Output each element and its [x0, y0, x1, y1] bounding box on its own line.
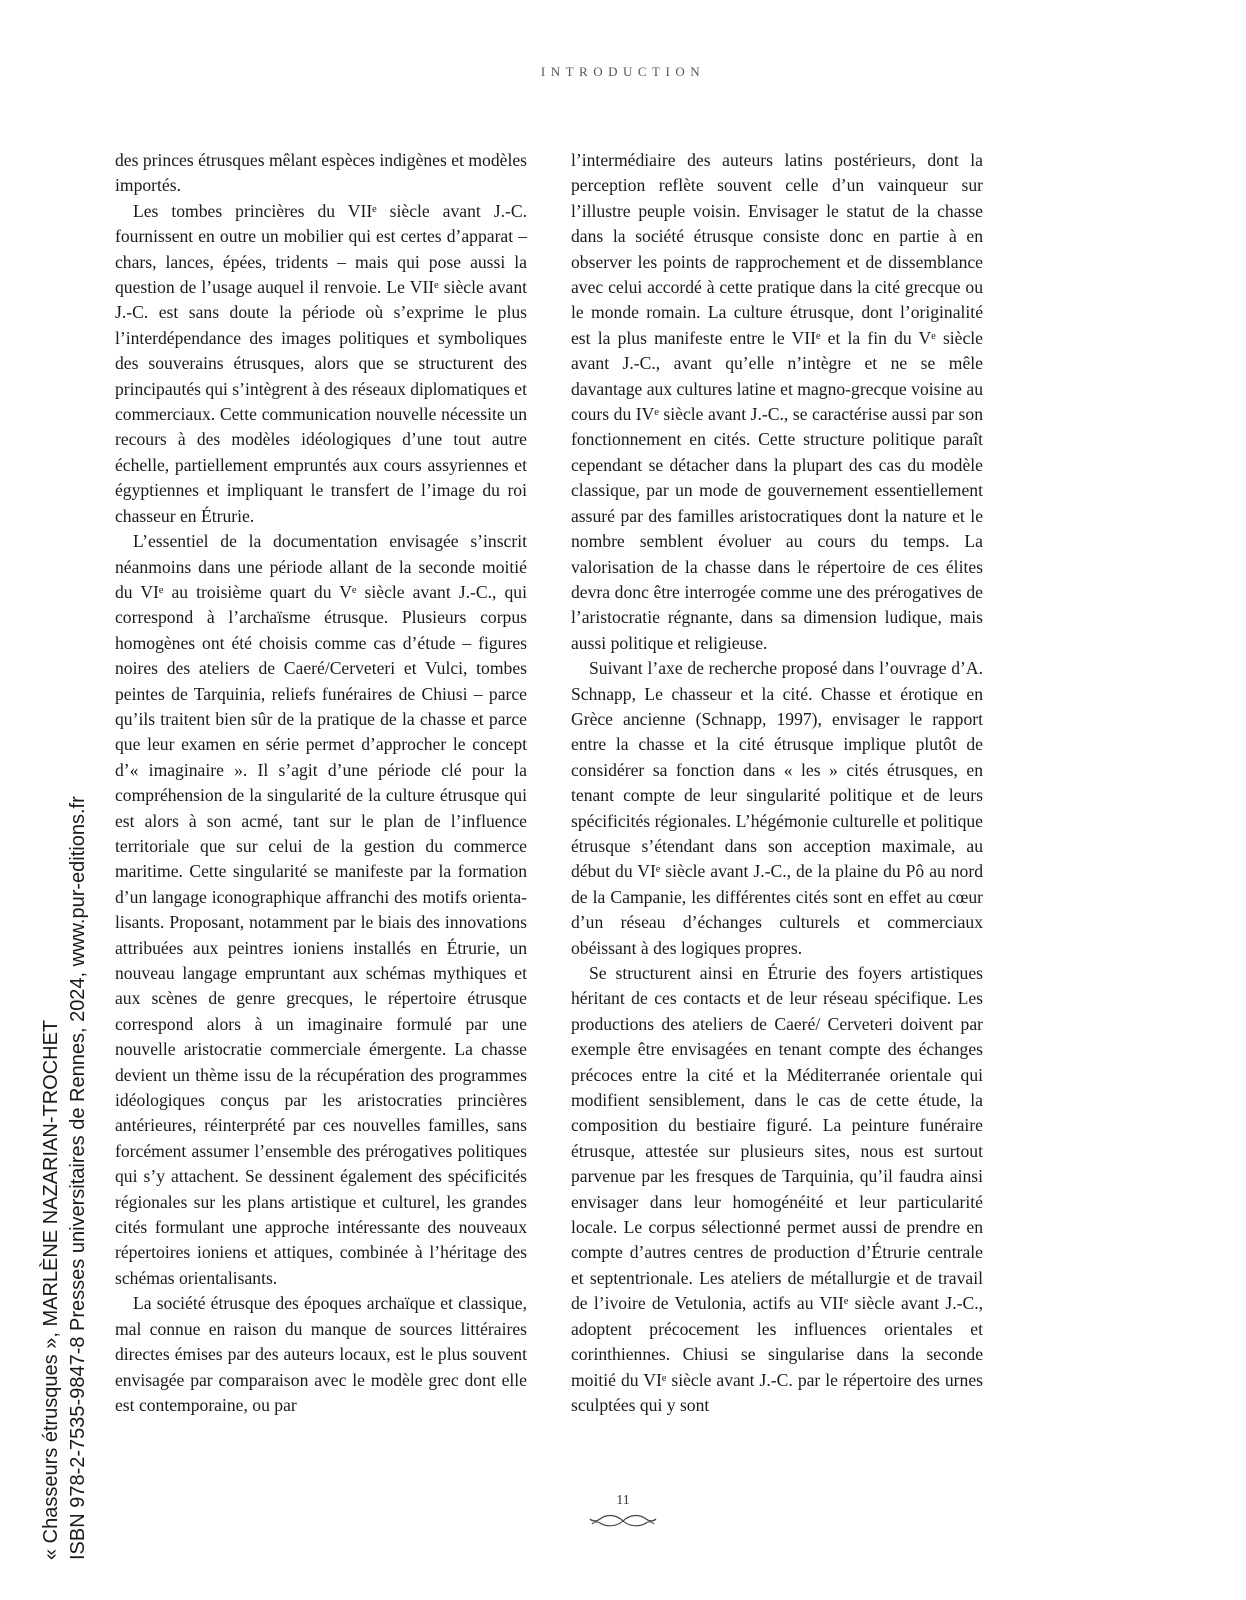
- sidebar-isbn-line: ISBN 978-2-7535-9847-8 Presses universitaires de Rennes, 2024, www.pur-editions.fr: [67, 796, 89, 1560]
- page-number: 11: [616, 1493, 630, 1508]
- left-column: [115, 148, 527, 1418]
- paragraph: l’intermédiaire des auteurs latins postérieurs, dont la perception reflète souvent celle d’un vainqueur sur l’illustre peuple voisin. Envisager le statut de la chasse dans la société étrusque consiste donc en partie à en observer les points de rapprochement et de dissemblance avec celui accordé à cette pratique dans la cité grecque ou le monde romain. La culture étrusque, dont l’originalité est la plus manifeste entre le VIIᵉ et la fin du Vᵉ siècle avant J.-C., avant qu’elle n’intègre et ne se mêle davantage aux cultures latine et magno-grecque voisine au cours du IVᵉ siècle avant J.-C., se caractérise aussi par son fonctionnement en cités. Cette structure politique paraît cependant se détacher dans la plupart des cas du modèle classique, par un mode de gouvernement essentiellement assuré par des familles aristocratiques dont la nature et le nombre semblent évoluer au cours du temps. La valorisation de la chasse dans le répertoire de ces élites devra donc être interrogée comme une des prérogatives de l’aristocratie régnante, dans sa dimension ludique, mais aussi politique et religieuse.: [571, 150, 983, 653]
- paragraph: Se structurent ainsi en Étrurie des foyers artistiques héritant de ces contacts et de leur réseau spécifique. Les productions des ateliers de Caeré/ Cerveteri doivent par exemple être envisagées en tenant compte des échanges précoces entre la cité et la Méditerranée orientale qui modifient sensiblement, dans le cas de cette étude, la composition du bestiaire figuré. La peinture funéraire étrusque, attestée sur plusieurs sites, nous est surtout parvenue par les fresques de Tarquinia, qu’il faudra ainsi envisager dans leur homogénéité et leur particularité locale. Le corpus sélectionné permet aussi de prendre en compte d’autres centres de production d’Étrurie centrale et septentrionale. Les ateliers de métallurgie et de travail de l’ivoire de Vetulonia, actifs au VIIᵉ siècle avant J.-C., adoptent précocement les influences orientales et corinthiennes. Chiusi se singularise dans la seconde moitié du VIᵉ siècle avant J.-C. par le répertoire des urnes sculptées qui y sont: [571, 963, 983, 1415]
- copyright-sidebar: [38, 796, 92, 1560]
- paragraph: La société étrusque des époques archaïque et classique, mal connue en raison du manque de sources littéraires directes émises par des auteurs locaux, est le plus souvent envisagée par comparaison avec le modèle grec dont elle est contemporaine, ou par: [115, 1293, 527, 1415]
- running-header: INTRODUCTION: [540, 64, 706, 79]
- paragraph: des princes étrusques mêlant espèces indigènes et modèles importés.: [115, 150, 527, 196]
- paragraph: Les tombes princières du VIIᵉ siècle avant J.-C. fournissent en outre un mobilier qui est certes d’apparat – chars, lances, épées, tridents – mais qui pose aussi la question de l’usage auquel il renvoie. Le VIIᵉ siècle avant J.-C. est sans doute la période où s’exprime le plus l’interdépendance des images politiques et symboliques des souverains étrusques, alors que se structurent des principautés qui s’intègrent à des réseaux diplomatiques et commerciaux. Cette communication nouvelle nécessite un recours à des modèles idéologiques d’une tout autre échelle, partiellement empruntés aux cours assyriennes et égyptiennes et impliquant le transfert de l’image du roi chasseur en Étrurie.: [115, 200, 527, 526]
- paragraph: L’essentiel de la documentation envisagée s’inscrit néanmoins dans une période allant de la seconde moitié du VIᵉ au troisième quart du Vᵉ siècle avant J.-C., qui correspond à l’archaïsme étrusque. Plusieurs corpus homogènes ont été choisis comme cas d’étude – figures noires des ateliers de Caeré/Cerveteri et Vulci, tombes peintes de Tarquinia, reliefs funéraires de Chiusi – parce qu’ils traitent bien sûr de la pratique de la chasse et parce que leur examen en série permet d’approcher le concept d’« imaginaire ». Il s’agit d’une période clé pour la compréhension de la singularité de la culture étrusque qui est alors à son acmé, tant sur le plan de l’influence territoriale que sur celui de la gestion du commerce maritime. Cette singularité se manifeste par la formation d’un langage iconographique affranchi des motifs orientalisants. Proposant, notamment par le biais des innovations attribuées aux peintres ioniens installés en Étrurie, un nouveau langage empruntant aux schémas mythiques et aux scènes de genre grecques, le répertoire étrusque correspond alors à un imaginaire formulé par une nouvelle aristocratie commerciale émergente. La chasse devient un thème issu de la récupération des programmes idéologiques conçus par les aristocraties princières antérieures, réinterprété par ces nouvelles familles, sans forcément assumer l’ensemble des prérogatives politiques qui s’y attachent. Se dessinent également des spécificités régionales sur les plans artistique et culturel, les grandes cités formulant une approche intéressante des nouveaux répertoires ioniens et attiques, combinée à l’héritage des schémas orientalisants.: [115, 531, 527, 1288]
- sidebar-title-line: « Chasseurs étrusques », MARLÈNE NAZARIAN-TROCHET: [40, 1019, 62, 1560]
- right-column: [571, 148, 983, 1418]
- paragraph: Suivant l’axe de recherche proposé dans l’ouvrage d’A. Schnapp, Le chasseur et la cité. Chasse et érotique en Grèce ancienne (Schnapp, 1997), envisager le rapport entre la chasse et la cité étrusque implique plutôt de considérer sa fonction dans « les » cités étrusques, en tenant compte de leur singularité politique et de leurs spécificités régionales. L’hégémonie culturelle et politique étrusque s’étendant dans son acception maximale, au début du VIᵉ siècle avant J.-C., de la plaine du Pô au nord de la Campanie, les différentes cités sont en effet au cœur d’un réseau d’échanges culturels et commerciaux obéissant à des logiques propres.: [571, 658, 983, 958]
- flourish-ornament-icon: [588, 1512, 658, 1530]
